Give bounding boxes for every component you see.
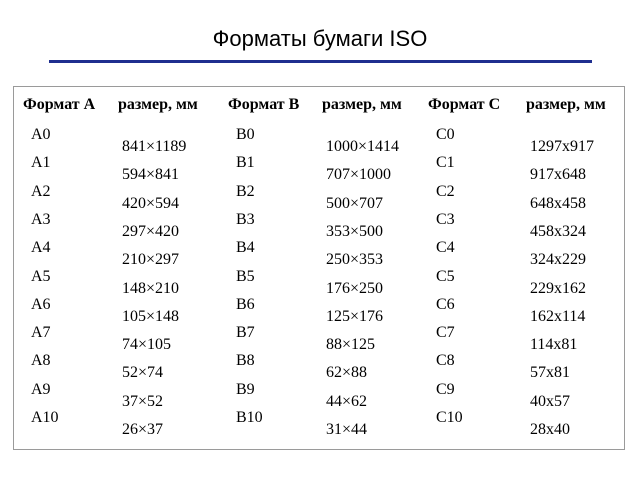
cell-size-b: 353×500 — [326, 222, 384, 240]
page-title: Форматы бумаги ISO — [212, 26, 428, 51]
header-size-a: размер, мм — [118, 96, 198, 113]
cell-size-c: 114x81 — [530, 336, 578, 354]
cell-size-a: 841×1189 — [122, 138, 187, 155]
cell-size-b: 500×707 — [326, 194, 384, 212]
cell-format-b: B5 — [236, 267, 255, 285]
cell-size-b: 707×1000 — [326, 166, 392, 184]
cell-size-a: 105×148 — [122, 307, 180, 325]
cell-format-a: A9 — [31, 380, 51, 398]
cell-format-b: B4 — [236, 239, 255, 257]
cell-size-c: 324x229 — [530, 251, 586, 269]
header-format-c: Формат C — [428, 96, 501, 113]
cell-size-a: 37×52 — [122, 392, 164, 410]
cell-format-a: A4 — [31, 239, 51, 257]
cell-format-a: A7 — [31, 324, 51, 342]
cell-format-a: A1 — [31, 154, 51, 172]
cell-format-a: A5 — [31, 267, 51, 285]
title-underline — [49, 60, 592, 63]
cell-format-b: B2 — [236, 182, 255, 200]
cell-size-c: 229x162 — [530, 279, 586, 297]
header-format-a: Формат A — [23, 96, 96, 113]
cell-size-c: 1297x917 — [530, 138, 594, 155]
cell-size-b: 176×250 — [326, 279, 384, 297]
cell-size-a: 74×105 — [122, 336, 172, 354]
cell-size-b: 44×62 — [326, 392, 368, 410]
cell-format-c: C9 — [436, 380, 455, 398]
cell-format-b: B8 — [236, 352, 255, 370]
cell-size-c: 57x81 — [530, 364, 570, 382]
cell-format-c: C7 — [436, 324, 455, 342]
cell-size-b: 250×353 — [326, 251, 384, 269]
cell-size-a: 148×210 — [122, 279, 180, 297]
cell-size-c: 648x458 — [530, 194, 586, 212]
cell-format-c: C10 — [436, 409, 463, 426]
cell-format-c: C6 — [436, 295, 455, 313]
cell-format-c: C1 — [436, 154, 455, 172]
cell-format-b: B6 — [236, 295, 255, 313]
cell-format-b: B1 — [236, 154, 255, 172]
cell-format-b: B10 — [236, 409, 263, 426]
cell-size-a: 26×37 — [122, 421, 164, 438]
cell-format-a: A2 — [31, 182, 51, 200]
cell-format-a: A0 — [31, 126, 51, 143]
cell-size-c: 458x324 — [530, 222, 586, 240]
cell-size-b: 125×176 — [326, 307, 384, 325]
cell-size-c: 28x40 — [530, 421, 570, 438]
cell-format-a: A3 — [31, 210, 51, 228]
cell-size-b: 1000×1414 — [326, 138, 400, 155]
cell-format-a: A10 — [31, 409, 59, 426]
header-format-b: Формат B — [228, 96, 300, 113]
cell-size-c: 162x114 — [530, 307, 586, 325]
cell-format-b: B0 — [236, 126, 255, 143]
cell-size-b: 31×44 — [326, 421, 368, 438]
cell-format-c: C4 — [436, 239, 455, 257]
header-size-c: размер, мм — [526, 96, 606, 113]
cell-size-a: 52×74 — [122, 364, 164, 382]
cell-size-c: 40x57 — [530, 392, 570, 410]
cell-format-c: C0 — [436, 126, 455, 143]
cell-format-b: B7 — [236, 324, 255, 342]
cell-size-a: 420×594 — [122, 194, 180, 212]
cell-format-a: A8 — [31, 352, 51, 370]
cell-format-c: C5 — [436, 267, 455, 285]
cell-size-a: 210×297 — [122, 251, 180, 269]
header-size-b: размер, мм — [322, 96, 402, 113]
cell-format-c: C2 — [436, 182, 455, 200]
cell-format-b: B9 — [236, 380, 255, 398]
cell-size-c: 917x648 — [530, 166, 586, 184]
cell-size-a: 297×420 — [122, 222, 180, 240]
cell-format-b: B3 — [236, 210, 255, 228]
cell-size-b: 88×125 — [326, 336, 376, 354]
cell-format-c: C8 — [436, 352, 455, 370]
cell-size-a: 594×841 — [122, 166, 180, 184]
cell-format-a: A6 — [31, 295, 51, 313]
cell-size-b: 62×88 — [326, 364, 368, 382]
cell-format-c: C3 — [436, 210, 455, 228]
